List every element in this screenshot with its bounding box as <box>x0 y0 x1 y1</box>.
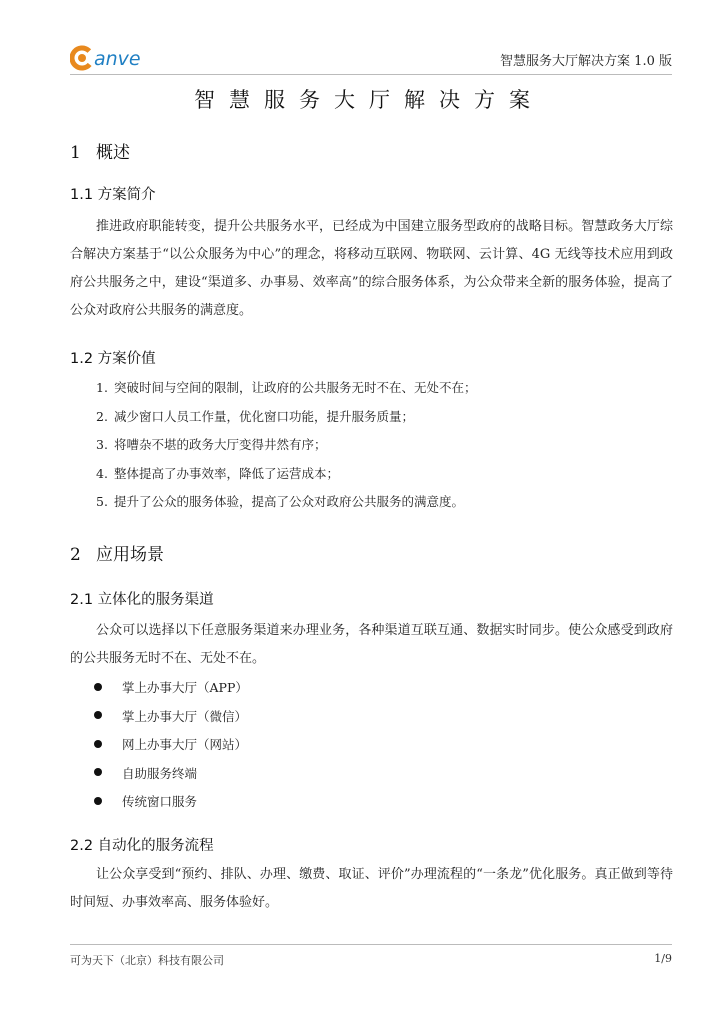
section-2-title: 应用场景 <box>96 545 164 565</box>
bullet-icon <box>94 768 102 776</box>
list-item: 传统窗口服务 <box>94 788 248 817</box>
list-item: 4. 整体提高了办事效率，降低了运营成本； <box>96 465 340 481</box>
list-item: 掌上办事大厅（APP） <box>94 674 248 703</box>
section-1-number: 1 <box>70 143 81 163</box>
bullet-icon <box>94 711 102 719</box>
list-item: 掌上办事大厅（微信） <box>94 703 248 732</box>
section-2-1-paragraph: 公众可以选择以下任意服务渠道来办理业务，各种渠道互联互通、数据实时同步。使公众感受到政府的公共服务无时不在、无处不在。 <box>70 623 673 666</box>
footer-company: 可为天下（北京）科技有限公司 <box>70 954 224 967</box>
section-2-2-paragraph: 让公众享受到“预约、排队、办理、缴费、取证、评价”办理流程的“一条龙”优化服务。真正做到等待时间短、办事效率高、服务体验好。 <box>70 867 673 910</box>
list-item: 自助服务终端 <box>94 760 248 789</box>
value-list <box>96 374 477 517</box>
document-title: 智慧服务大厅解决方案 <box>194 88 544 112</box>
section-1-1-heading: 1.1 方案简介 <box>70 187 156 203</box>
section-1-2-heading: 1.2 方案价值 <box>70 351 156 367</box>
bullet-icon <box>94 797 102 805</box>
bullet-icon <box>94 683 102 691</box>
list-item: 1. 突破时间与空间的限制，让政府的公共服务无时不在、无处不在； <box>96 380 477 395</box>
section-2-2-heading: 2.2 自动化的服务流程 <box>70 838 214 854</box>
company-logo <box>70 44 166 72</box>
footer-divider <box>70 944 672 945</box>
header-divider <box>70 74 672 75</box>
list-item: 5. 提升了公众的服务体验，提高了公众对政府公共服务的满意度。 <box>96 494 465 509</box>
section-1-heading <box>70 138 130 163</box>
channel-list <box>94 674 248 817</box>
page-number: 1/9 <box>654 952 672 965</box>
list-item: 2. 减少窗口人员工作量，优化窗口功能，提升服务质量； <box>96 408 415 424</box>
section-2-1-heading: 2.1 立体化的服务渠道 <box>70 592 214 608</box>
logo-wordmark: anve <box>94 48 141 70</box>
section-2-heading <box>70 540 164 565</box>
list-item: 网上办事大厅（网站） <box>94 731 248 760</box>
section-1-1-paragraph: 推进政府职能转变，提升公共服务水平，已经成为中国建立服务型政府的战略目标。智慧政务大厅综合解决方案基于“以公众服务为中心”的理念，将移动互联网、物联网、云计算、4G 无线等技术应用到政府公共服务之中，建设“渠道多、办事易、效率高”的综合服务体系，为公众带来全新的服务体验，提高了公众对政府公共服务的满意度。 <box>70 219 673 318</box>
section-2-number: 2 <box>70 545 81 565</box>
section-1-title: 概述 <box>96 143 130 163</box>
list-item: 3. 将嘈杂不堪的政务大厅变得井然有序； <box>96 437 327 452</box>
header-doc-title: 智慧服务大厅解决方案 1.0 版 <box>500 54 672 69</box>
bullet-icon <box>94 740 102 748</box>
